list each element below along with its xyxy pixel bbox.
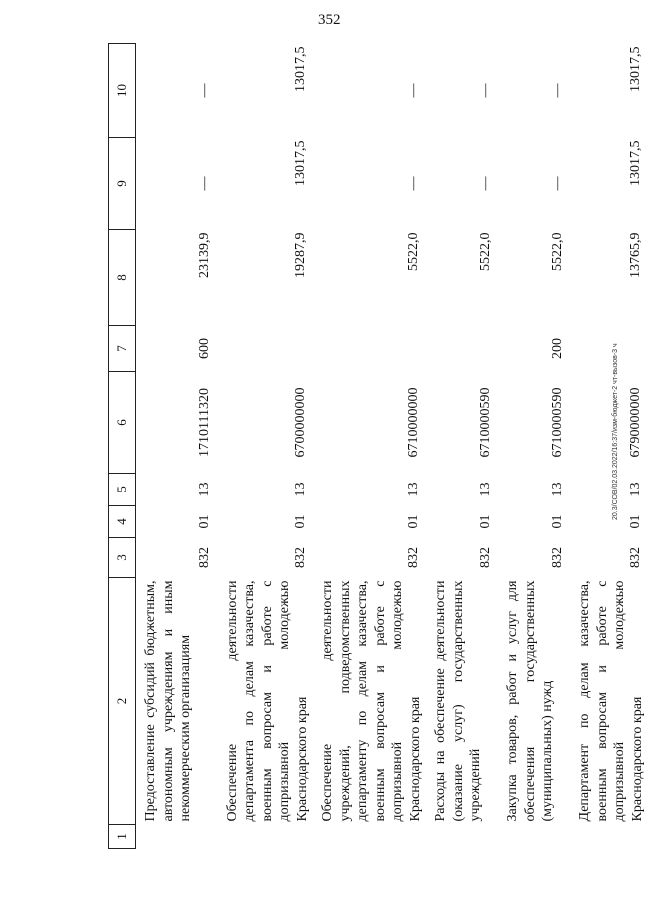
subsection-code: 13 bbox=[477, 482, 493, 497]
row-number-cell bbox=[218, 825, 314, 849]
header-cell: 4 bbox=[109, 506, 136, 538]
subsection-code: 13 bbox=[627, 482, 643, 497]
admin-code: 832 bbox=[405, 547, 421, 568]
header-cell: 10 bbox=[109, 44, 136, 138]
target-article-code: 6710000590 bbox=[477, 387, 493, 458]
amount-year-2: — bbox=[549, 176, 565, 191]
amount-year-1: 19287,9 bbox=[292, 232, 308, 278]
subsection-code: 13 bbox=[549, 482, 565, 497]
table-row bbox=[313, 44, 426, 849]
header-cell: 9 bbox=[109, 138, 136, 230]
expense-type-code bbox=[218, 326, 314, 372]
amount-year-2: — bbox=[197, 176, 212, 191]
expense-type-code: 200 bbox=[549, 338, 565, 359]
admin-code: 832 bbox=[627, 547, 643, 568]
row-number-cell bbox=[313, 825, 426, 849]
table-row bbox=[426, 44, 498, 849]
subsection-code: 13 bbox=[292, 482, 308, 497]
amount-year-3: 13017,5 bbox=[292, 46, 308, 92]
expense-type-code bbox=[426, 326, 498, 372]
expense-type-code bbox=[313, 326, 426, 372]
subsection-code: 13 bbox=[405, 482, 421, 497]
row-description: Закупка товаров, работ и услуг для обеспечения государственных (муниципальных) нужд bbox=[505, 580, 555, 822]
admin-code: 832 bbox=[292, 547, 308, 568]
amount-year-3: — bbox=[197, 83, 212, 98]
section-code: 01 bbox=[549, 514, 565, 529]
amount-year-2: 13017,5 bbox=[627, 140, 643, 186]
table-header-row bbox=[109, 44, 136, 849]
table-row bbox=[136, 44, 218, 849]
target-article-code: 6710000000 bbox=[405, 387, 421, 458]
section-code: 01 bbox=[405, 514, 421, 529]
row-description: Расходы на обеспечение деятельности (оказание услуг) государственных учреждений bbox=[433, 580, 483, 822]
target-article-code: 6700000000 bbox=[292, 387, 308, 458]
budget-table bbox=[108, 43, 648, 849]
section-code: 01 bbox=[627, 514, 643, 529]
admin-code: 832 bbox=[549, 547, 565, 568]
row-description: Обеспечение деятельности департамента по делам казачества, военным вопросам и работе с допризывной молодежью Краснодарского края bbox=[224, 580, 310, 822]
row-number-cell bbox=[498, 825, 570, 849]
admin-code: 832 bbox=[197, 547, 212, 568]
amount-year-2: — bbox=[405, 176, 421, 191]
expense-type-code: 600 bbox=[197, 338, 212, 359]
amount-year-3: — bbox=[549, 83, 565, 98]
row-number-cell bbox=[136, 825, 218, 849]
header-cell: 1 bbox=[109, 825, 136, 849]
table-row bbox=[218, 44, 314, 849]
amount-year-3: 13017,5 bbox=[627, 46, 643, 92]
header-cell: 8 bbox=[109, 230, 136, 326]
section-code: 01 bbox=[477, 514, 493, 529]
section-code: 01 bbox=[197, 514, 212, 529]
row-description: Предоставление субсидий бюджетным, автономным учреждениям и иным некоммерческим организациям bbox=[143, 580, 193, 822]
expense-type-code bbox=[570, 326, 648, 372]
admin-code: 832 bbox=[477, 547, 493, 568]
amount-year-2: 13017,5 bbox=[292, 140, 308, 186]
subsection-code: 13 bbox=[197, 482, 212, 497]
row-description: Обеспечение деятельности учреждений, подведомственных департаменту по делам казачества, военным вопросам и работе с допризывной молодежью Краснодарского края bbox=[320, 580, 423, 822]
target-article-code: 1710111320 bbox=[197, 388, 212, 457]
header-cell: 6 bbox=[109, 372, 136, 474]
header-cell: 5 bbox=[109, 474, 136, 506]
target-article-code: 6710000590 bbox=[549, 387, 565, 458]
amount-year-1: 5522,0 bbox=[405, 232, 421, 271]
amount-year-3: — bbox=[477, 83, 493, 98]
amount-year-2: — bbox=[477, 176, 493, 191]
header-cell: 7 bbox=[109, 326, 136, 372]
table-row bbox=[498, 44, 570, 849]
target-article-code: 6790000000 bbox=[627, 387, 643, 458]
row-number-cell bbox=[570, 825, 648, 849]
table-row bbox=[570, 44, 648, 849]
section-code: 01 bbox=[292, 514, 308, 529]
page-number: 352 bbox=[318, 12, 341, 28]
row-description: Департамент по делам казачества, военным вопросам и работе с допризывной молодежью Краснодарского края bbox=[577, 580, 645, 822]
header-cell: 3 bbox=[109, 538, 136, 578]
row-number-cell bbox=[426, 825, 498, 849]
header-cell: 2 bbox=[109, 578, 136, 825]
amount-year-3: — bbox=[405, 83, 421, 98]
amount-year-1: 5522,0 bbox=[477, 232, 493, 271]
amount-year-1: 5522,0 bbox=[549, 232, 565, 271]
side-note: 20.3/СОВ/02.03.2022/16:37/изм-бюджет-2 чт-вызов-3 ч bbox=[612, 343, 619, 520]
amount-year-1: 13765,9 bbox=[627, 232, 643, 278]
amount-year-1: 23139,9 bbox=[197, 232, 212, 278]
